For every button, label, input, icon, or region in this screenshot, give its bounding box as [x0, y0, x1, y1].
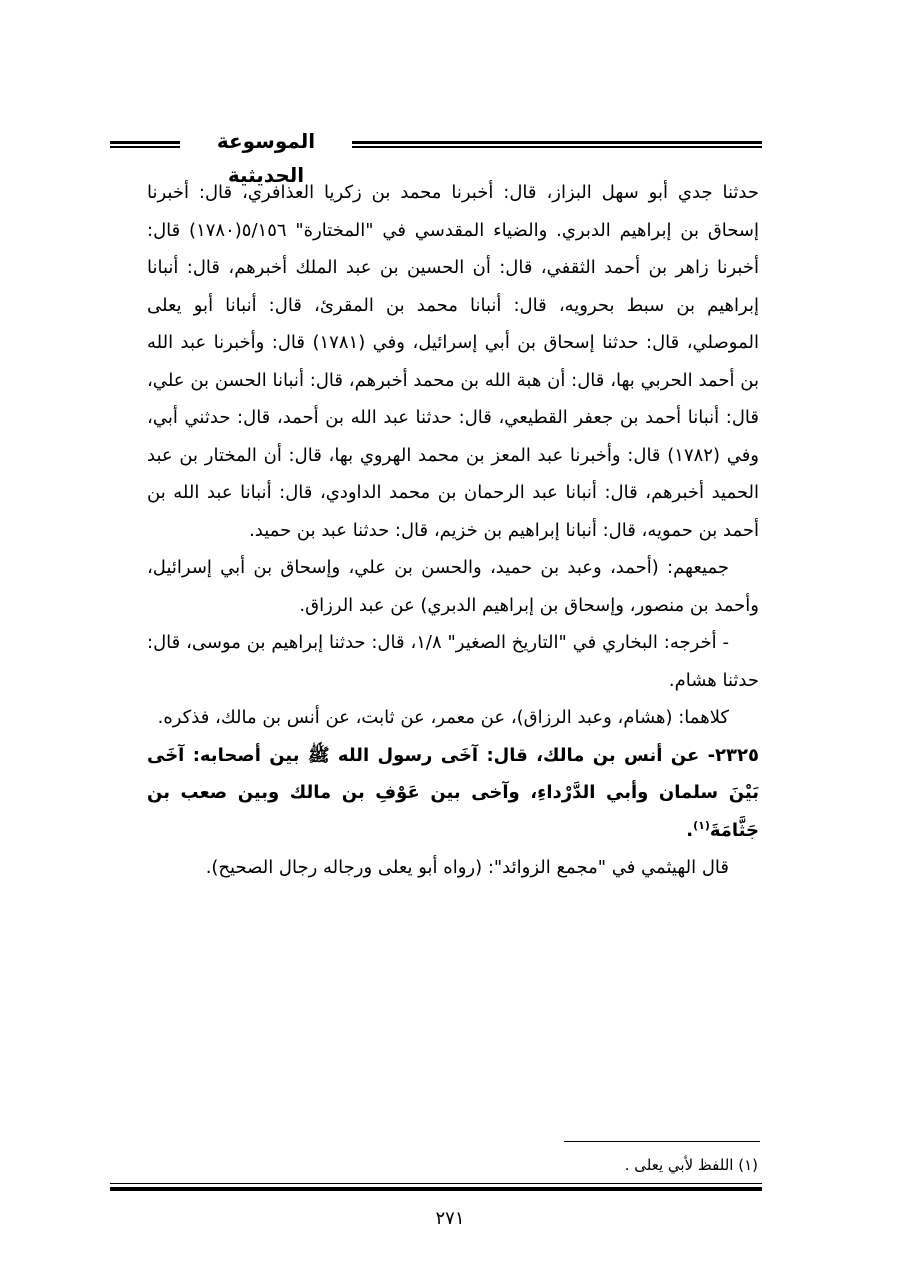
header-rule-left [110, 141, 180, 148]
paragraph-isnad: حدثنا جدي أبو سهل البزاز، قال: أخبرنا محمد بن زكريا العذافري، قال: أخبرنا إسحاق بن إبراهيم الدبري. والضياء المقدسي في "المختارة" ٥/١٥٦(١٧٨٠) قال: أخبرنا زاهر بن أحمد الثقفي، قال: أن الحسين بن عبد الملك أخبرهم، قال: أنبانا إبراهيم بن سبط بحرويه، قال: أنبانا محمد بن المقرئ، قال: أنبانا أبو يعلى الموصلي، قال: حدثنا إسحاق بن أبي إسرائيل، وفي (١٧٨١) قال: وأخبرنا عبد الله بن أحمد الحربي بها، قال: أن هبة الله بن محمد أخبرهم، قال: أنبانا الحسن بن علي، قال: أنبانا أحمد بن جعفر القطيعي، قال: حدثنا عبد الله بن أحمد، قال: حدثني أبي، وفي (١٧٨٢) قال: وأخبرنا عبد المعز بن محمد الهروي بها، قال: أن المختار بن عبد الحميد أخبرهم، قال: أنبانا عبد الرحمان بن محمد الداودي، قال: أنبانا عبد الله بن أحمد بن حمويه، قال: أنبانا إبراهيم بن خزيم، قال: حدثنا عبد بن حميد. [147, 182, 759, 541]
page-number: ٢٧١ [435, 1208, 465, 1229]
footer-rule-thick [110, 1187, 762, 1191]
header-rule-right [352, 141, 762, 148]
hadith-2325-text: ٢٣٢٥- عن أنس بن مالك، قال: آخَى رسول الله ﷺ بين أصحابه: آخَى بَيْنَ سلمان وأبي الدَّرْداءِ، وآخى بين عَوْفِ بن مالك وبين صعب بن جَثَّامَةَ [147, 744, 759, 841]
hadith-2325: ٢٣٢٥- عن أنس بن مالك، قال: آخَى رسول الله ﷺ بين أصحابه: آخَى بَيْنَ سلمان وأبي الدَّرْداءِ، وآخى بين عَوْفِ بن مالك وبين صعب بن جَثَّامَةَ$^{(١)}$. [147, 744, 759, 841]
body-text [147, 174, 759, 887]
paragraph-haythami: قال الهيثمي في "مجمع الزوائد": (رواه أبو يعلى ورجاله رجال الصحيح). [205, 857, 729, 878]
footnote-ref[interactable]: (١) [693, 818, 710, 832]
footnote: (١) اللفظ لأبي يعلى . [624, 1156, 758, 1174]
running-header-title: الموسوعة الحديثية [216, 129, 316, 187]
paragraph-summary: جميعهم: (أحمد، وعبد بن حميد، والحسن بن علي، وإسحاق بن أبي إسرائيل، وأحمد بن منصور، وإسحاق بن إبراهيم الدبري) عن عبد الرزاق. [147, 557, 759, 616]
footnote-separator [564, 1141, 760, 1142]
footer-rule-thin [110, 1183, 762, 1184]
paragraph-takhrij: - أخرجه: البخاري في "التاريخ الصغير" ١/٨، قال: حدثنا إبراهيم بن موسى، قال: حدثنا هشام. [147, 632, 759, 691]
paragraph-both: كلاهما: (هشام، وعبد الرزاق)، عن معمر، عن ثابت، عن أنس بن مالك، فذكره. [157, 707, 729, 728]
